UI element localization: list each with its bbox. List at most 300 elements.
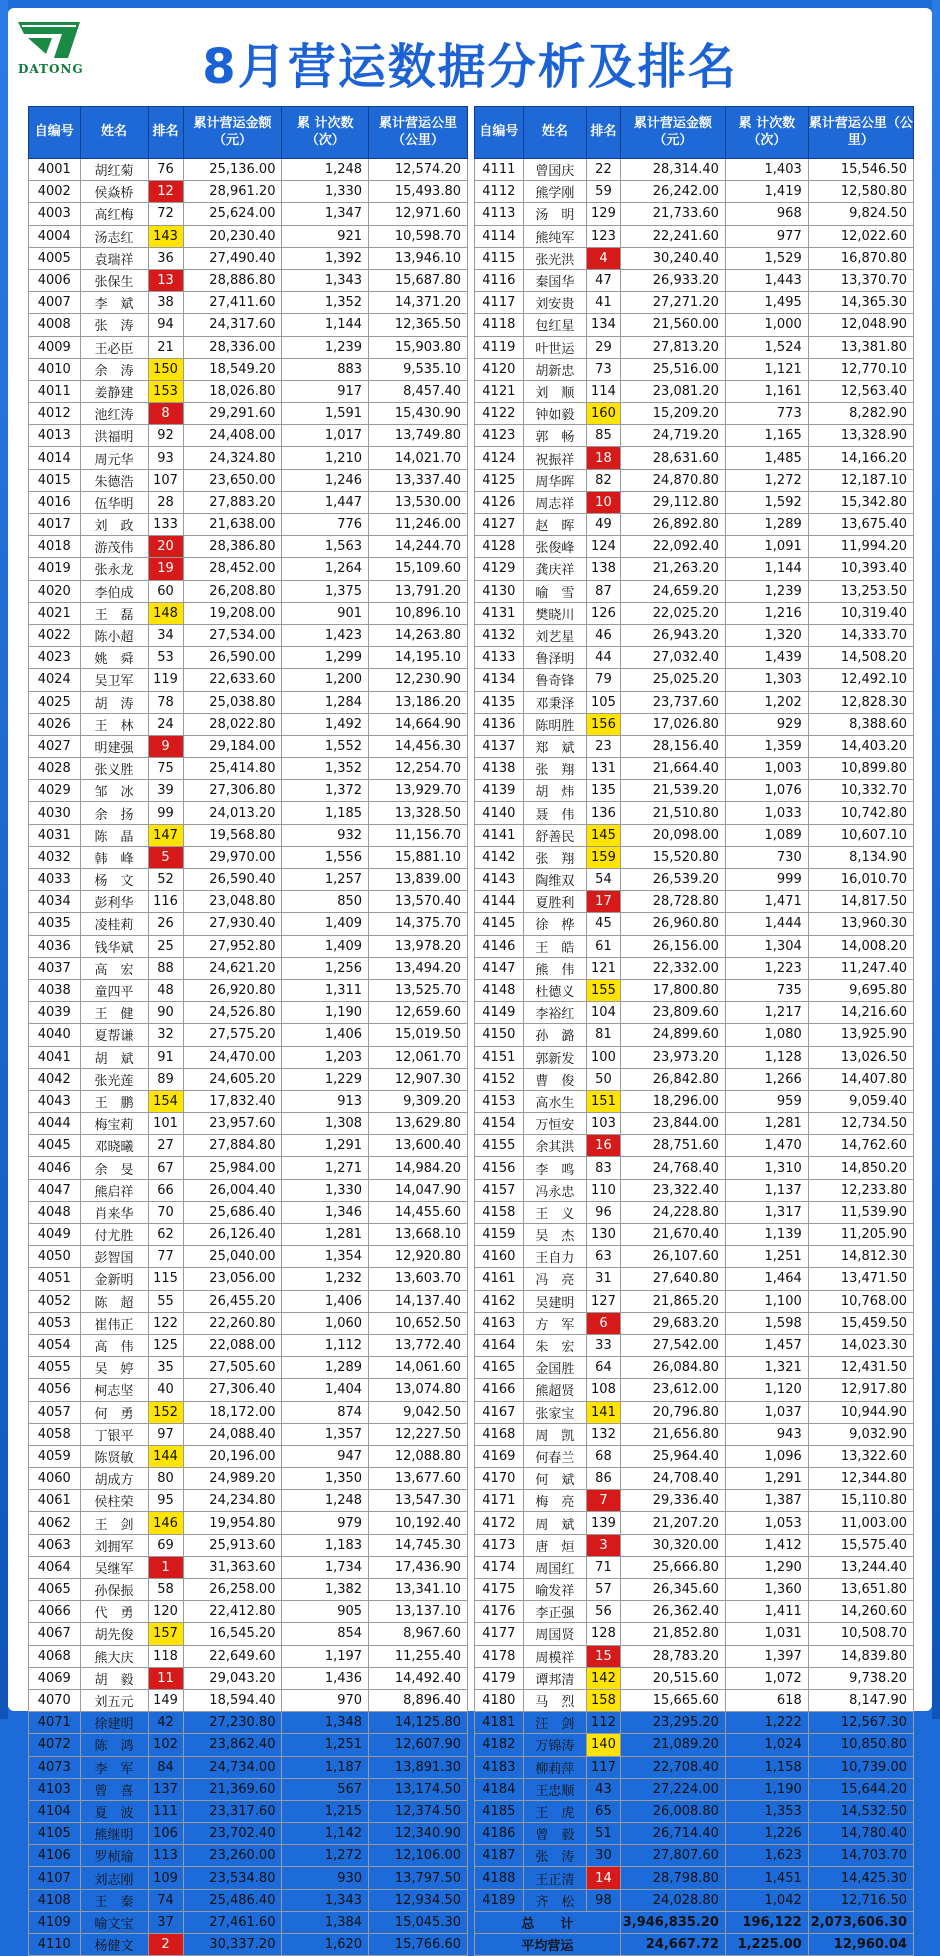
- cell-km: 15,045.30: [369, 1911, 468, 1933]
- cell-count: 1,623: [725, 1845, 808, 1867]
- cell-amount: 23,081.20: [620, 380, 725, 402]
- cell-rank: 97: [148, 1423, 183, 1445]
- cell-count: 1,272: [725, 469, 808, 491]
- cell-name: 胡 斌: [80, 1046, 148, 1068]
- cell-name: 邹 冰: [80, 780, 148, 802]
- cell-id: 4108: [29, 1889, 81, 1911]
- table-row: [29, 846, 468, 868]
- cell-count: 1,411: [725, 1601, 808, 1623]
- cell-amount: 23,048.80: [183, 891, 282, 913]
- cell-name: 罗桢瑜: [80, 1845, 148, 1867]
- cell-count: 1,357: [282, 1423, 369, 1445]
- cell-rank: 32: [148, 1024, 183, 1046]
- total-amount: 3,946,835.20: [620, 1911, 725, 1933]
- cell-rank: 2: [148, 1934, 183, 1956]
- cell-km: 12,230.90: [369, 669, 468, 691]
- col-header-km: 累计营运公里（公里）: [808, 107, 913, 159]
- cell-rank: 46: [587, 624, 621, 646]
- cell-rank: 70: [148, 1201, 183, 1223]
- cell-amount: 28,886.80: [183, 269, 282, 291]
- cell-rank: 60: [148, 580, 183, 602]
- cell-count: 1,330: [282, 1179, 369, 1201]
- cell-km: 12,828.30: [808, 691, 913, 713]
- cell-amount: 26,084.80: [620, 1357, 725, 1379]
- cell-amount: 21,207.20: [620, 1512, 725, 1534]
- cell-amount: 26,362.40: [620, 1601, 725, 1623]
- cell-km: 8,282.90: [808, 403, 913, 425]
- table-row: [29, 957, 468, 979]
- cell-id: 4072: [29, 1734, 81, 1756]
- cell-rank: 77: [148, 1246, 183, 1268]
- cell-name: 余其洪: [523, 1135, 587, 1157]
- cell-name: 刘 顺: [523, 380, 587, 402]
- cell-id: 4057: [29, 1401, 81, 1423]
- cell-name: 龚庆祥: [523, 558, 587, 580]
- cell-amount: 24,526.80: [183, 1002, 282, 1024]
- cell-count: 1,346: [282, 1201, 369, 1223]
- cell-name: 叶世运: [523, 336, 587, 358]
- cell-amount: 27,813.20: [620, 336, 725, 358]
- cell-name: 万恒安: [523, 1113, 587, 1135]
- cell-count: 1,382: [282, 1579, 369, 1601]
- cell-amount: 27,306.40: [183, 1379, 282, 1401]
- cell-rank: 154: [148, 1090, 183, 1112]
- cell-count: 1,223: [725, 957, 808, 979]
- cell-rank: 8: [148, 403, 183, 425]
- cell-km: 17,436.90: [369, 1556, 468, 1578]
- cell-count: 1,024: [725, 1734, 808, 1756]
- cell-id: 4154: [475, 1113, 524, 1135]
- cell-count: 1,524: [725, 336, 808, 358]
- cell-name: 夏帮谦: [80, 1024, 148, 1046]
- cell-name: 丁银平: [80, 1423, 148, 1445]
- cell-amount: 28,314.40: [620, 159, 725, 181]
- cell-rank: 113: [148, 1845, 183, 1867]
- table-row: [475, 514, 914, 536]
- cell-amount: 25,040.00: [183, 1246, 282, 1268]
- cell-count: 1,139: [725, 1224, 808, 1246]
- cell-id: 4179: [475, 1667, 524, 1689]
- cell-km: 13,328.90: [808, 425, 913, 447]
- cell-km: 12,365.50: [369, 314, 468, 336]
- cell-id: 4155: [475, 1135, 524, 1157]
- cell-count: 1,352: [282, 292, 369, 314]
- cell-count: 1,592: [725, 491, 808, 513]
- cell-count: 1,281: [282, 1224, 369, 1246]
- cell-km: 10,332.70: [808, 780, 913, 802]
- cell-id: 4050: [29, 1246, 81, 1268]
- cell-amount: 26,004.40: [183, 1179, 282, 1201]
- cell-km: 16,870.80: [808, 247, 913, 269]
- table-row: [29, 602, 468, 624]
- cell-amount: 28,631.60: [620, 447, 725, 469]
- col-header-rank: 排名: [587, 107, 621, 159]
- table-row: [29, 1689, 468, 1711]
- cell-rank: 75: [148, 758, 183, 780]
- table-row: [29, 1911, 468, 1933]
- cell-km: 14,216.60: [808, 1002, 913, 1024]
- cell-amount: 24,234.80: [183, 1490, 282, 1512]
- cell-id: 4137: [475, 735, 524, 757]
- cell-id: 4142: [475, 846, 524, 868]
- cell-rank: 159: [587, 846, 621, 868]
- cell-name: 喻 雪: [523, 580, 587, 602]
- cell-name: 汤志红: [80, 225, 148, 247]
- cell-rank: 122: [148, 1312, 183, 1334]
- cell-km: 12,716.50: [808, 1889, 913, 1911]
- cell-id: 4033: [29, 869, 81, 891]
- cell-km: 12,022.60: [808, 225, 913, 247]
- cell-count: 1,248: [282, 159, 369, 181]
- col-header-amount: 累计营运金额（元）: [620, 107, 725, 159]
- cell-km: 14,371.20: [369, 292, 468, 314]
- cell-id: 4036: [29, 935, 81, 957]
- cell-amount: 29,043.20: [183, 1667, 282, 1689]
- cell-amount: 22,025.20: [620, 602, 725, 624]
- cell-amount: 27,224.00: [620, 1778, 725, 1800]
- cell-count: 1,291: [282, 1135, 369, 1157]
- cell-id: 4161: [475, 1268, 524, 1290]
- cell-rank: 57: [587, 1579, 621, 1601]
- cell-rank: 50: [587, 1068, 621, 1090]
- cell-name: 李 斌: [80, 292, 148, 314]
- cell-count: 874: [282, 1401, 369, 1423]
- cell-km: 14,839.80: [808, 1645, 913, 1667]
- cell-rank: 157: [148, 1623, 183, 1645]
- cell-km: 10,850.80: [808, 1734, 913, 1756]
- table-row: [29, 1556, 468, 1578]
- cell-id: 4105: [29, 1823, 81, 1845]
- table-row: [29, 1468, 468, 1490]
- cell-amount: 25,666.80: [620, 1556, 725, 1578]
- cell-amount: 27,575.20: [183, 1024, 282, 1046]
- total-label: 总 计: [475, 1911, 621, 1933]
- table-row: [29, 1934, 468, 1956]
- cell-name: 周志祥: [523, 491, 587, 513]
- cell-count: 1,451: [725, 1867, 808, 1889]
- cell-name: 刘五元: [80, 1689, 148, 1711]
- cell-name: 王 剑: [80, 1512, 148, 1534]
- cell-amount: 21,733.60: [620, 203, 725, 225]
- cell-km: 10,742.80: [808, 802, 913, 824]
- cell-amount: 26,455.20: [183, 1290, 282, 1312]
- cell-km: 15,644.20: [808, 1778, 913, 1800]
- cell-amount: 28,452.00: [183, 558, 282, 580]
- cell-km: 15,342.80: [808, 491, 913, 513]
- cell-rank: 41: [587, 292, 621, 314]
- table-row: [475, 758, 914, 780]
- cell-name: 王正清: [523, 1867, 587, 1889]
- cell-name: 张义胜: [80, 758, 148, 780]
- cell-km: 12,580.80: [808, 181, 913, 203]
- cell-name: 冯永忠: [523, 1179, 587, 1201]
- cell-amount: 20,098.00: [620, 824, 725, 846]
- cell-rank: 91: [148, 1046, 183, 1068]
- cell-name: 孙保振: [80, 1579, 148, 1601]
- cell-rank: 129: [587, 203, 621, 225]
- cell-count: 1,256: [282, 957, 369, 979]
- cell-rank: 93: [148, 447, 183, 469]
- cell-count: 1,239: [282, 336, 369, 358]
- cell-rank: 43: [587, 1778, 621, 1800]
- cell-count: 1,444: [725, 913, 808, 935]
- cell-amount: 23,737.60: [620, 691, 725, 713]
- cell-count: 1,144: [282, 314, 369, 336]
- cell-name: 曾 毅: [523, 1823, 587, 1845]
- cell-amount: 29,291.60: [183, 403, 282, 425]
- table-row: [29, 802, 468, 824]
- cell-km: 12,567.30: [808, 1712, 913, 1734]
- cell-id: 4117: [475, 292, 524, 314]
- cell-rank: 86: [587, 1468, 621, 1490]
- cell-count: 1,128: [725, 1046, 808, 1068]
- cell-km: 12,734.50: [808, 1113, 913, 1135]
- col-header-id: 自编号: [29, 107, 81, 159]
- cell-id: 4164: [475, 1334, 524, 1356]
- cell-amount: 26,943.20: [620, 624, 725, 646]
- cell-count: 1,210: [282, 447, 369, 469]
- cell-name: 张 翔: [523, 758, 587, 780]
- table-row: [475, 447, 914, 469]
- cell-id: 4067: [29, 1623, 81, 1645]
- cell-name: 明建强: [80, 735, 148, 757]
- cell-km: 13,337.40: [369, 469, 468, 491]
- cell-rank: 27: [148, 1135, 183, 1157]
- table-row: [29, 1667, 468, 1689]
- cell-amount: 16,545.20: [183, 1623, 282, 1645]
- cell-rank: 54: [587, 869, 621, 891]
- cell-count: 1,144: [725, 558, 808, 580]
- cell-amount: 17,026.80: [620, 713, 725, 735]
- cell-rank: 65: [587, 1800, 621, 1822]
- cell-id: 4185: [475, 1800, 524, 1822]
- table-row: [475, 1556, 914, 1578]
- table-row: [29, 491, 468, 513]
- cell-km: 8,967.60: [369, 1623, 468, 1645]
- cell-rank: 135: [587, 780, 621, 802]
- cell-id: 4054: [29, 1334, 81, 1356]
- cell-count: 1,142: [282, 1823, 369, 1845]
- cell-km: 13,137.10: [369, 1601, 468, 1623]
- cell-rank: 126: [587, 602, 621, 624]
- cell-name: 熊纯军: [523, 225, 587, 247]
- table-row: [475, 602, 914, 624]
- cell-count: 1,060: [282, 1312, 369, 1334]
- table-row: [475, 1068, 914, 1090]
- cell-amount: 15,209.20: [620, 403, 725, 425]
- col-header-amount: 累计营运金额（元）: [183, 107, 282, 159]
- cell-name: 熊大庆: [80, 1645, 148, 1667]
- cell-rank: 117: [587, 1756, 621, 1778]
- cell-rank: 53: [148, 647, 183, 669]
- table-row: [475, 1623, 914, 1645]
- table-row: [475, 491, 914, 513]
- cell-count: 1,620: [282, 1934, 369, 1956]
- cell-name: 杨健文: [80, 1934, 148, 1956]
- cell-km: 10,652.50: [369, 1312, 468, 1334]
- cell-rank: 42: [148, 1712, 183, 1734]
- cell-rank: 59: [587, 181, 621, 203]
- cell-amount: 20,230.40: [183, 225, 282, 247]
- cell-amount: 26,126.40: [183, 1224, 282, 1246]
- cell-name: 秦国华: [523, 269, 587, 291]
- cell-count: 1,264: [282, 558, 369, 580]
- cell-id: 4120: [475, 358, 524, 380]
- table-row: [475, 1357, 914, 1379]
- cell-id: 4002: [29, 181, 81, 203]
- cell-amount: 29,112.80: [620, 491, 725, 513]
- cell-count: 1,003: [725, 758, 808, 780]
- table-row: [475, 780, 914, 802]
- data-table-right: [474, 106, 914, 1956]
- cell-id: 4140: [475, 802, 524, 824]
- cell-amount: 23,534.80: [183, 1867, 282, 1889]
- cell-id: 4059: [29, 1445, 81, 1467]
- cell-name: 代 勇: [80, 1601, 148, 1623]
- cell-name: 吴卫军: [80, 669, 148, 691]
- cell-rank: 99: [148, 802, 183, 824]
- cell-amount: 25,686.40: [183, 1201, 282, 1223]
- cell-km: 12,374.50: [369, 1800, 468, 1822]
- cell-rank: 158: [587, 1689, 621, 1711]
- cell-name: 余 涛: [80, 358, 148, 380]
- table-row: [29, 1889, 468, 1911]
- cell-rank: 22: [587, 159, 621, 181]
- cell-count: 1,165: [725, 425, 808, 447]
- cell-km: 14,532.50: [808, 1800, 913, 1822]
- cell-km: 13,186.20: [369, 691, 468, 713]
- cell-amount: 22,412.80: [183, 1601, 282, 1623]
- cell-name: 王 虎: [523, 1800, 587, 1822]
- cell-id: 4041: [29, 1046, 81, 1068]
- cell-rank: 13: [148, 269, 183, 291]
- cell-km: 14,244.70: [369, 536, 468, 558]
- cell-name: 王 林: [80, 713, 148, 735]
- cell-count: 959: [725, 1090, 808, 1112]
- cell-km: 14,850.20: [808, 1157, 913, 1179]
- cell-id: 4039: [29, 1002, 81, 1024]
- cell-amount: 19,568.80: [183, 824, 282, 846]
- cell-name: 吴继军: [80, 1556, 148, 1578]
- table-row: [29, 181, 468, 203]
- table-header-row: [29, 107, 468, 159]
- right-border: [932, 0, 940, 1719]
- cell-name: 胡红菊: [80, 159, 148, 181]
- cell-count: 1,137: [725, 1179, 808, 1201]
- cell-amount: 26,345.60: [620, 1579, 725, 1601]
- cell-id: 4177: [475, 1623, 524, 1645]
- table-row: [475, 247, 914, 269]
- table-row: [475, 1445, 914, 1467]
- cell-rank: 110: [587, 1179, 621, 1201]
- cell-amount: 30,320.00: [620, 1534, 725, 1556]
- cell-rank: 121: [587, 957, 621, 979]
- cell-id: 4071: [29, 1712, 81, 1734]
- cell-km: 13,791.20: [369, 580, 468, 602]
- cell-amount: 27,306.80: [183, 780, 282, 802]
- table-row: [29, 1357, 468, 1379]
- cell-name: 刘 政: [80, 514, 148, 536]
- cell-count: 929: [725, 713, 808, 735]
- table-row: [475, 1490, 914, 1512]
- cell-id: 4001: [29, 159, 81, 181]
- cell-id: 4147: [475, 957, 524, 979]
- cell-km: 12,048.90: [808, 314, 913, 336]
- cell-name: 游茂伟: [80, 536, 148, 558]
- cell-name: 祝振祥: [523, 447, 587, 469]
- cell-rank: 74: [148, 1889, 183, 1911]
- cell-amount: 15,665.60: [620, 1689, 725, 1711]
- cell-count: 1,226: [725, 1823, 808, 1845]
- cell-rank: 40: [148, 1379, 183, 1401]
- cell-id: 4129: [475, 558, 524, 580]
- cell-name: 吴 婷: [80, 1357, 148, 1379]
- cell-amount: 27,930.40: [183, 913, 282, 935]
- cell-count: 1,200: [282, 669, 369, 691]
- cell-id: 4058: [29, 1423, 81, 1445]
- cell-km: 14,403.20: [808, 735, 913, 757]
- cell-km: 13,603.70: [369, 1268, 468, 1290]
- cell-rank: 104: [587, 1002, 621, 1024]
- cell-name: 王自力: [523, 1246, 587, 1268]
- table-row: [29, 1024, 468, 1046]
- cell-amount: 24,734.00: [183, 1756, 282, 1778]
- table-row: [475, 713, 914, 735]
- table-row: [29, 1268, 468, 1290]
- cell-rank: 140: [587, 1734, 621, 1756]
- table-row: [29, 647, 468, 669]
- cell-amount: 26,714.40: [620, 1823, 725, 1845]
- cell-amount: 27,807.60: [620, 1845, 725, 1867]
- cell-km: 15,766.60: [369, 1934, 468, 1956]
- table-row: [29, 713, 468, 735]
- cell-id: 4065: [29, 1579, 81, 1601]
- cell-km: 11,539.90: [808, 1201, 913, 1223]
- cell-name: 何 斌: [523, 1468, 587, 1490]
- cell-name: 侯柱荣: [80, 1490, 148, 1512]
- cell-count: 1,257: [282, 869, 369, 891]
- cell-rank: 123: [587, 225, 621, 247]
- table-row: [475, 1379, 914, 1401]
- cell-amount: 25,136.00: [183, 159, 282, 181]
- cell-amount: 25,414.80: [183, 758, 282, 780]
- total-km: 2,073,606.30: [808, 1911, 913, 1933]
- cell-rank: 6: [587, 1312, 621, 1334]
- cell-amount: 17,800.80: [620, 979, 725, 1001]
- cell-rank: 79: [587, 669, 621, 691]
- cell-count: 932: [282, 824, 369, 846]
- cell-count: 977: [725, 225, 808, 247]
- table-row: [29, 758, 468, 780]
- cell-id: 4133: [475, 647, 524, 669]
- cell-km: 10,319.40: [808, 602, 913, 624]
- table-row: [29, 869, 468, 891]
- cell-km: 9,042.50: [369, 1401, 468, 1423]
- cell-name: 鲁奇锋: [523, 669, 587, 691]
- cell-km: 13,925.90: [808, 1024, 913, 1046]
- cell-amount: 21,865.20: [620, 1290, 725, 1312]
- cell-id: 4187: [475, 1845, 524, 1867]
- cell-amount: 23,809.60: [620, 1002, 725, 1024]
- cell-km: 14,455.60: [369, 1201, 468, 1223]
- cell-amount: 24,317.60: [183, 314, 282, 336]
- cell-amount: 24,028.80: [620, 1889, 725, 1911]
- cell-count: 1,406: [282, 1290, 369, 1312]
- cell-amount: 15,520.80: [620, 846, 725, 868]
- cell-rank: 72: [148, 203, 183, 225]
- cell-rank: 18: [587, 447, 621, 469]
- cell-rank: 106: [148, 1823, 183, 1845]
